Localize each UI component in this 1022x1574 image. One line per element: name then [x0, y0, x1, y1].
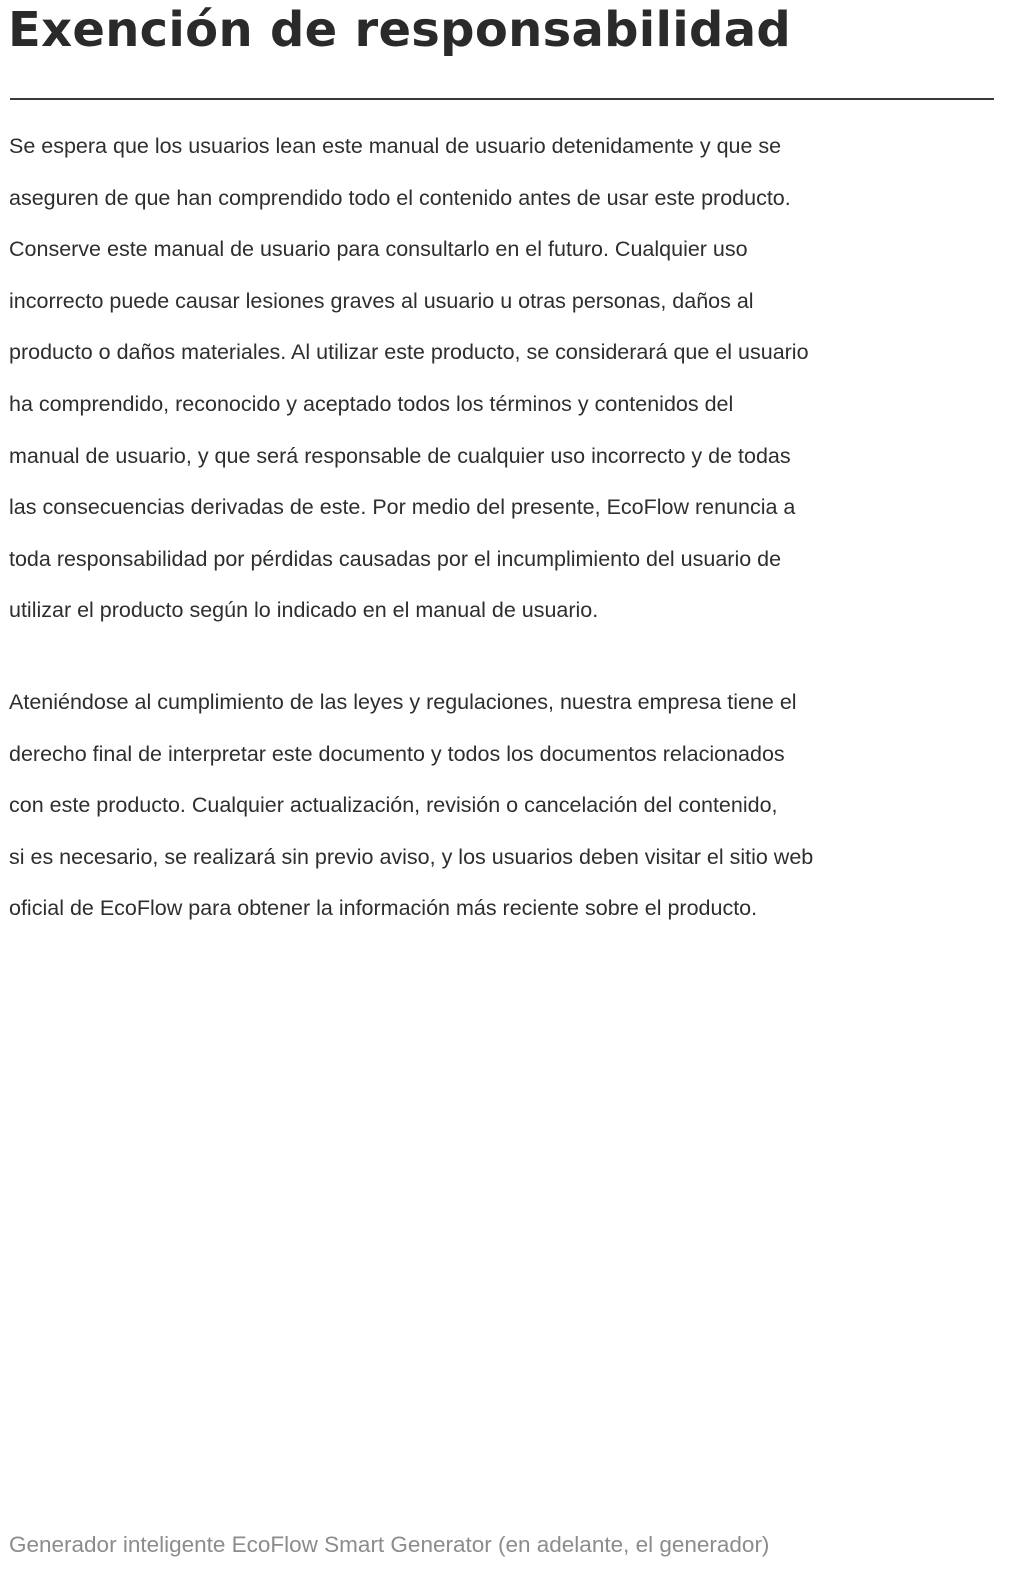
paragraph-line: utilizar el producto según lo indicado en el manual de usuario. [9, 598, 599, 623]
paragraph-line: aseguren de que han comprendido todo el contenido antes de usar este producto. [9, 185, 791, 210]
paragraph-line: con este producto. Cualquier actualización, revisión o cancelación del contenido, [9, 793, 778, 818]
paragraph-line: producto o daños materiales. Al utilizar este producto, se considerará que el usuario [9, 340, 809, 365]
page-title: Exención de responsabilidad [8, 2, 792, 58]
paragraph-line: ha comprendido, reconocido y aceptado todos los términos y contenidos del [9, 391, 734, 416]
paragraph-line: Ateniéndose al cumplimiento de las leyes y regulaciones, nuestra empresa tiene el [9, 690, 797, 714]
paragraph-line: Conserve este manual de usuario para consultarlo en el futuro. Cualquier uso [9, 237, 748, 262]
paragraph-line: oficial de EcoFlow para obtener la información más reciente sobre el producto. [9, 896, 758, 921]
paragraph-line: derecho final de interpretar este documento y todos los documentos relacionados [9, 741, 785, 766]
disclaimer-paragraph-1 [9, 121, 1015, 637]
disclaimer-paragraph-2 [9, 677, 1015, 935]
page-footer: Generador inteligente EcoFlow Smart Generator (en adelante, el generador) [9, 1532, 770, 1557]
paragraph-line: Se espera que los usuarios lean este manual de usuario detenidamente y que se [9, 134, 782, 158]
paragraph-line: toda responsabilidad por pérdidas causadas por el incumplimiento del usuario de [9, 546, 782, 571]
title-divider [10, 98, 994, 100]
paragraph-line: manual de usuario, y que será responsable de cualquier uso incorrecto y de todas [9, 443, 791, 468]
paragraph-line: si es necesario, se realizará sin previo aviso, y los usuarios deben visitar el sitio web [9, 844, 814, 869]
paragraph-line: incorrecto puede causar lesiones graves al usuario u otras personas, daños al [9, 288, 754, 313]
paragraph-line: las consecuencias derivadas de este. Por medio del presente, EcoFlow renuncia a [9, 495, 796, 520]
